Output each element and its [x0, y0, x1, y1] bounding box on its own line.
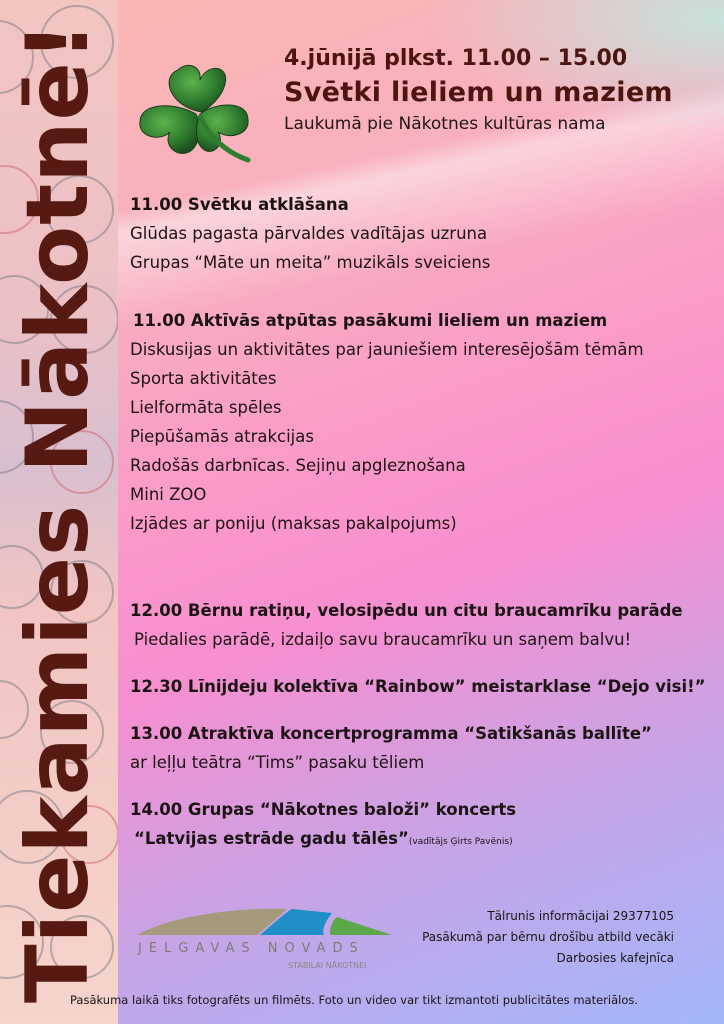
festival-name: Svētki lieliem un maziem: [284, 77, 673, 108]
program-item-line: Piepūšamās atrakcijas: [130, 427, 314, 446]
program-item-heading: 14.00 Grupas “Nākotnes baloži” koncerts: [130, 800, 517, 819]
program-item-line: ar leļļu teātra “Tims” pasaku tēliem: [130, 753, 425, 772]
program-item-line: Mini ZOO: [130, 485, 207, 504]
jelgavas-novads-logo: [132, 905, 402, 977]
cafe-notice: Darbosies kafejnīca: [556, 951, 674, 965]
program-item-subheading: [130, 824, 710, 857]
phone-info: Tālrunis informācijai 29377105: [487, 909, 674, 923]
event-venue: Laukumā pie Nākotnes kultūras nama: [284, 114, 606, 134]
safety-notice: Pasākumā par bērnu drošību atbild vecāki: [422, 930, 674, 944]
program-item-line: Grupas “Māte un meita” muzikāls sveiciens: [130, 253, 491, 272]
program-list: [130, 190, 710, 857]
bicycle-background-strip: [0, 0, 118, 1024]
program-item-line: Glūdas pagasta pārvaldes vadītājas uzruna: [130, 224, 488, 243]
program-item: [130, 795, 710, 857]
concert-title: “Latvijas estrāde gadu tālēs”: [134, 829, 409, 848]
event-date-time: 4.jūnijā plkst. 11.00 – 15.00: [284, 46, 628, 71]
program-item-heading: 11.00 Aktīvās atpūtas pasākumi lieliem un maziem: [133, 311, 608, 330]
four-leaf-clover-icon: [130, 52, 260, 172]
program-item-line: Diskusijas un aktivitātes par jauniešiem interesējošām tēmām: [130, 340, 644, 359]
program-item-heading: 11.00 Svētku atklāšana: [130, 195, 349, 214]
program-item: [130, 596, 710, 654]
program-item: [130, 190, 710, 277]
program-item-heading: 12.00 Bērnu ratiņu, velosipēdu un citu braucamrīku parāde: [130, 601, 683, 620]
program-item-line: Piedalies parādē, izdaiļo savu braucamrīku un saņem balvu!: [134, 630, 632, 649]
program-item-line: Radošās darbnīcas. Sejiņu apgleznošana: [130, 456, 466, 475]
program-item-line: Lielformāta spēles: [130, 398, 282, 417]
event-header: [284, 46, 673, 134]
program-item-line: Izjādes ar poniju (maksas pakalpojums): [130, 514, 457, 533]
host-note: (vadītājs Ģirts Pavēnis): [408, 837, 513, 847]
program-item: [130, 306, 710, 538]
program-item-line: Sporta aktivitātes: [130, 369, 277, 388]
contact-info: [422, 906, 674, 969]
logo-name: JELGAVAS NOVADS: [138, 941, 365, 956]
hills-logo-icon: [132, 905, 402, 939]
program-item: [130, 719, 710, 777]
footer-notice: Pasākuma laikā tiks fotografēts un filmēts. Foto un video var tikt izmantoti publicitātes materiālos.: [70, 993, 639, 1007]
program-item-heading: 12.30 Līnijdeju kolektīva “Rainbow” meistarklase “Dejo visi!”: [130, 677, 706, 696]
program-item: [130, 672, 710, 701]
vertical-title: Tiekamies Nākotnē!: [8, 20, 108, 1004]
program-item-heading: 13.00 Atraktīva koncertprogramma “Satikšanās ballīte”: [130, 724, 652, 743]
logo-tagline: STABILAI NĀKOTNEI: [288, 961, 367, 970]
